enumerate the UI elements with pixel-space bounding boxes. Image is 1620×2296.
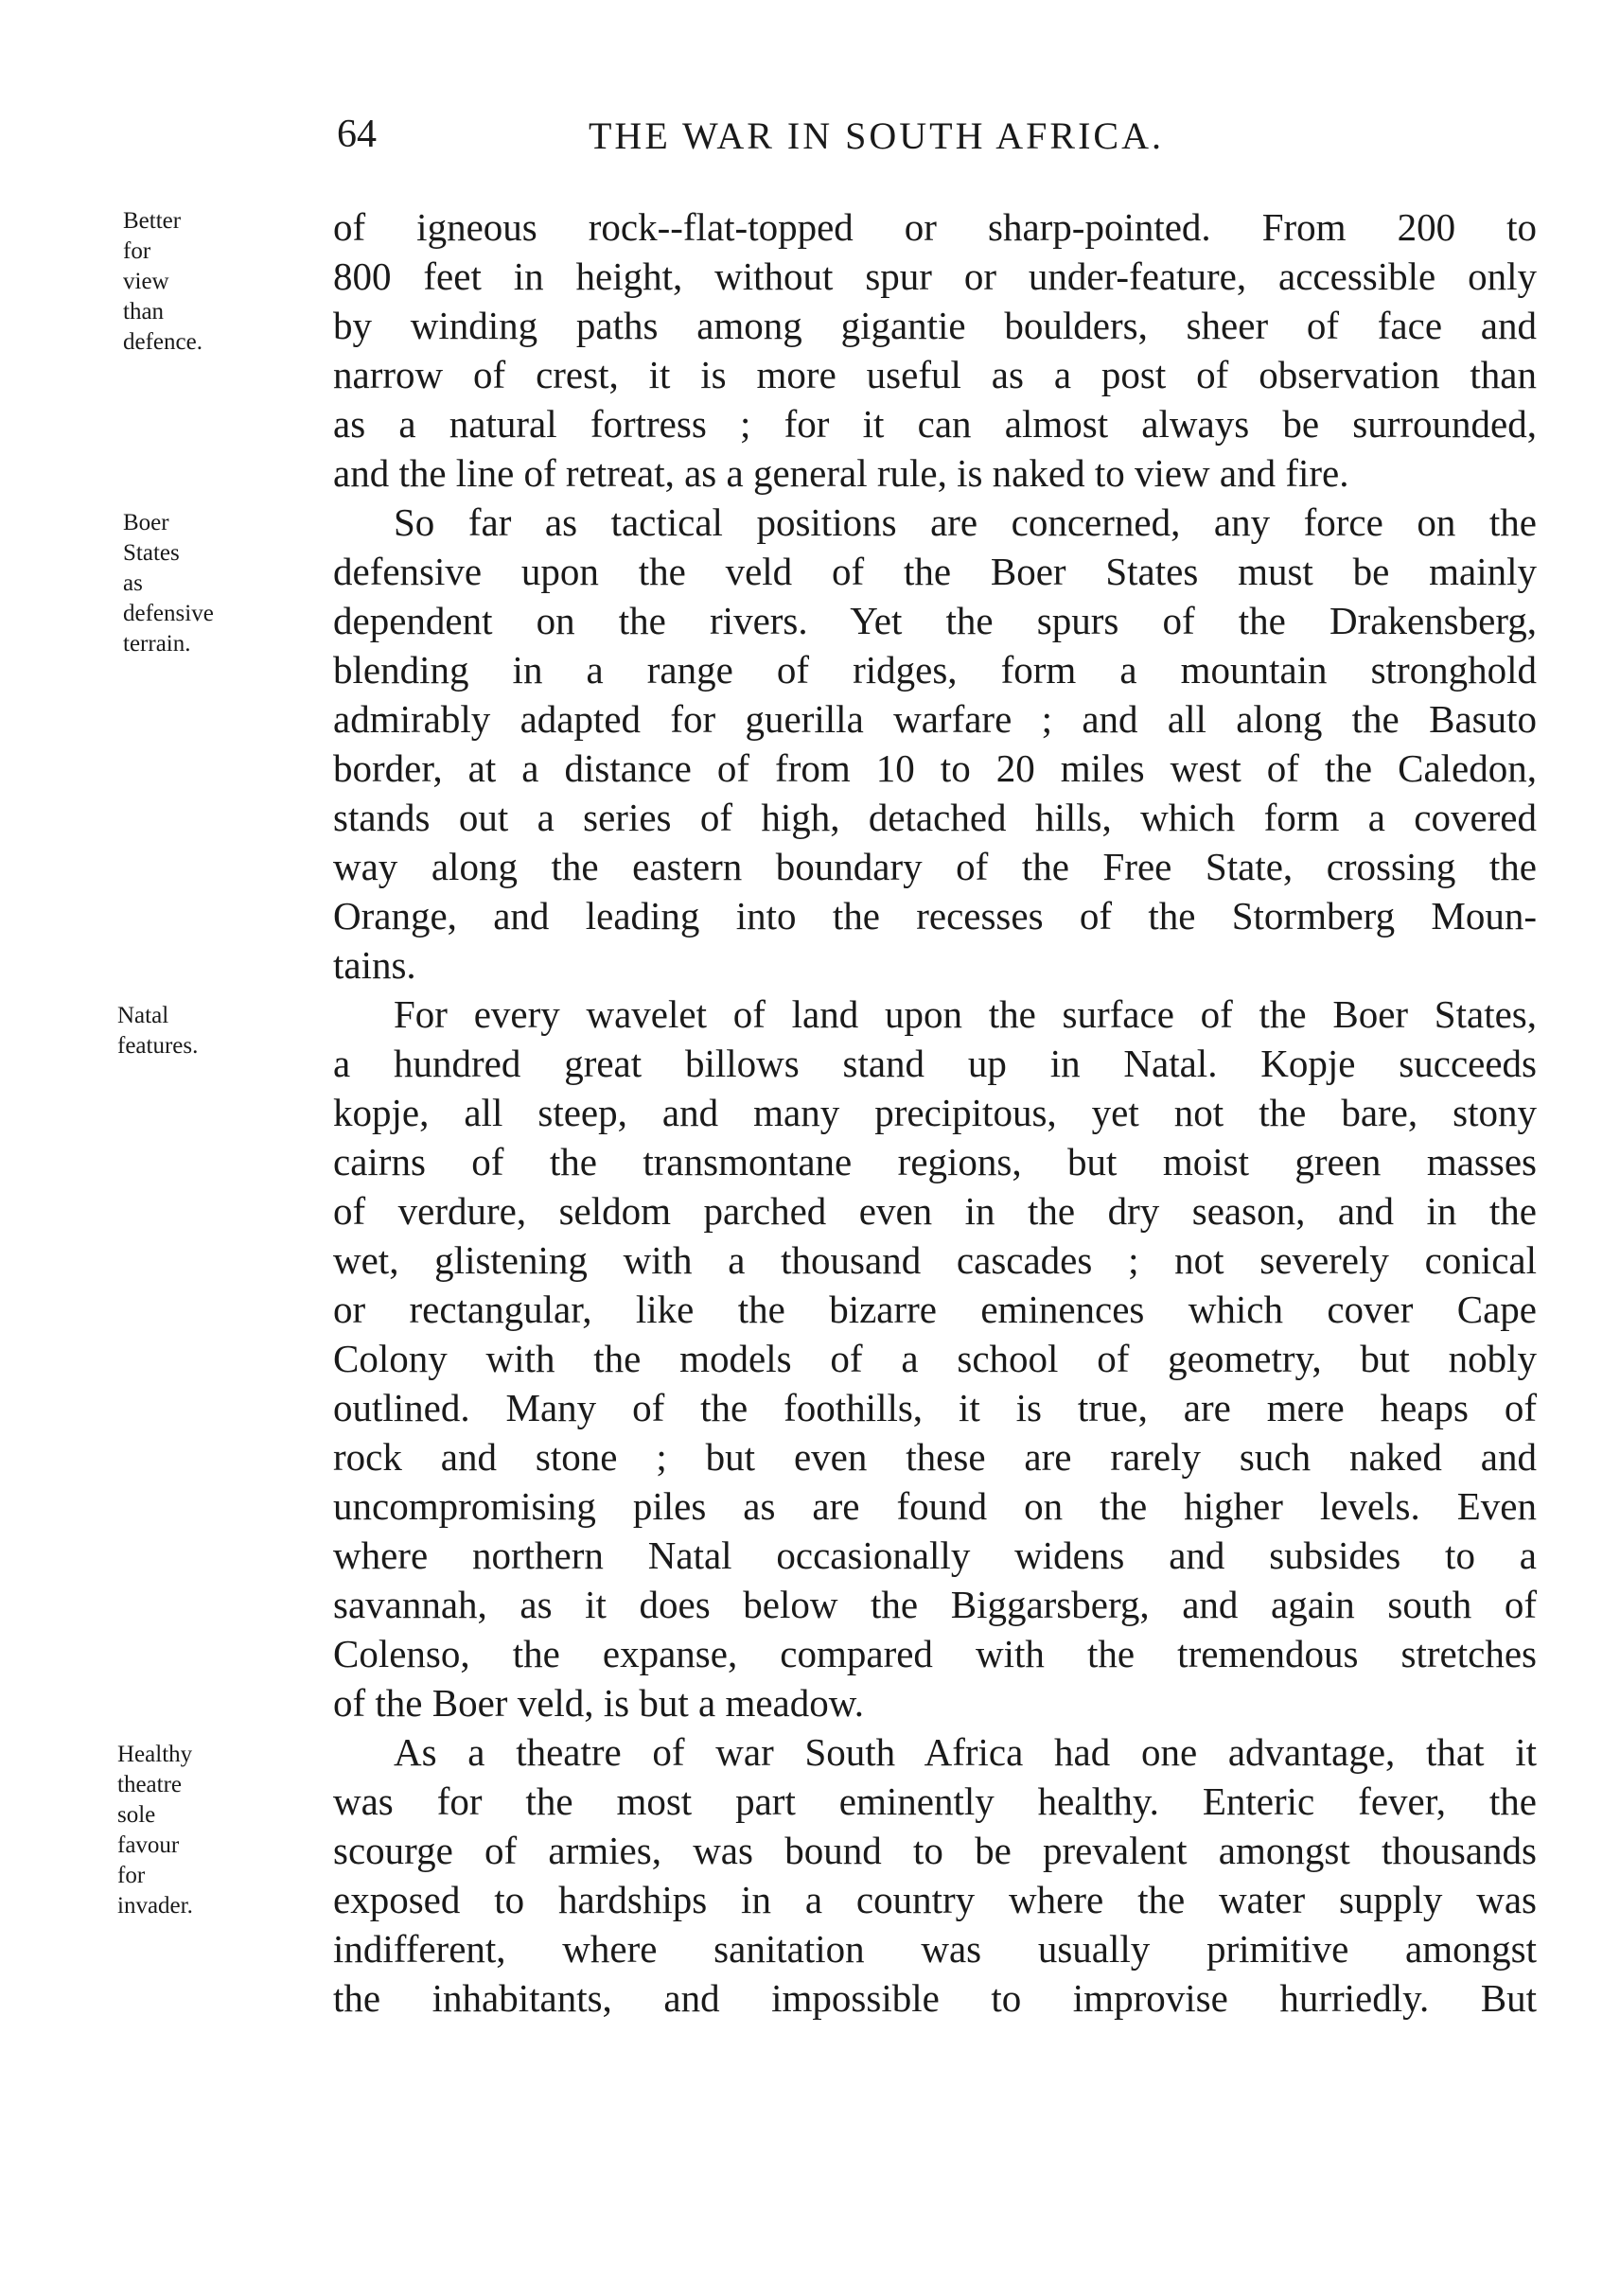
margin-note-line: Healthy	[117, 1742, 193, 1767]
text-line: 800 feet in height, without spur or under-feature, accessible only	[333, 254, 1537, 298]
text-line: wet, glistening with a thousand cascades ; not severely conical	[333, 1238, 1537, 1282]
text-line: So far as tactical positions are concerned, any force on the	[394, 500, 1537, 544]
body-text	[333, 202, 1537, 2023]
margin-note	[117, 1740, 193, 1921]
text-line: tains.	[333, 943, 416, 987]
text-line: Colony with the models of a school of geometry, but nobly	[333, 1337, 1537, 1380]
margin-note-line: States	[123, 540, 180, 566]
margin-note-line: features.	[117, 1033, 199, 1059]
text-line: as a natural fortress ; for it can almost always be surrounded,	[333, 402, 1537, 446]
paragraph	[333, 990, 1537, 1727]
text-line: admirably adapted for guerilla warfare ; and all along the Basuto	[333, 697, 1537, 741]
margin-note-line: than	[123, 299, 165, 324]
text-line: or rectangular, like the bizarre eminences which cover Cape	[333, 1288, 1537, 1331]
text-line: uncompromising piles as are found on the higher levels. Even	[333, 1484, 1537, 1528]
text-line: Orange, and leading into the recesses of the Stormberg Moun-	[333, 894, 1537, 938]
text-line: way along the eastern boundary of the Free State, crossing the	[333, 845, 1537, 888]
margin-note	[123, 206, 202, 358]
text-line: dependent on the rivers. Yet the spurs of the Drakensberg,	[333, 599, 1537, 642]
paragraph	[333, 498, 1537, 990]
text-line: blending in a range of ridges, form a mountain stronghold	[333, 648, 1537, 692]
margin-note-line: view	[123, 269, 169, 294]
margin-note-line: terrain.	[123, 631, 191, 657]
text-line: a hundred great billows stand up in Natal. Kopje succeeds	[333, 1042, 1537, 1085]
margin-note-line: Boer	[123, 510, 169, 535]
text-line: by winding paths among gigantie boulders, sheer of face and	[333, 304, 1537, 347]
paragraph	[333, 1727, 1537, 2023]
text-line: stands out a series of high, detached hills, which form a covered	[333, 796, 1537, 839]
page-number: 64	[337, 113, 377, 156]
margin-note-line: for	[123, 238, 151, 264]
text-line: defensive upon the veld of the Boer States must be mainly	[333, 550, 1537, 593]
text-line: cairns of the transmontane regions, but moist green masses	[333, 1140, 1537, 1183]
text-line: indifferent, where sanitation was usually primitive amongst	[333, 1927, 1537, 1971]
text-line: border, at a distance of from 10 to 20 miles west of the Caledon,	[333, 746, 1537, 790]
margin-note-line: defence.	[123, 329, 202, 355]
text-line: As a theatre of war South Africa had one advantage, that it	[394, 1730, 1537, 1774]
margin-note-line: defensive	[123, 601, 214, 626]
text-line: Colenso, the expanse, compared with the tremendous stretches	[333, 1632, 1537, 1675]
margin-note	[123, 508, 214, 659]
margin-note-line: Better	[123, 208, 182, 234]
text-line: where northern Natal occasionally widens and subsides to a	[333, 1534, 1537, 1577]
text-line: For every wavelet of land upon the surface of the Boer States,	[394, 992, 1537, 1036]
text-line: narrow of crest, it is more useful as a post of observation than	[333, 353, 1537, 396]
text-line: kopje, all steep, and many precipitous, yet not the bare, stony	[333, 1091, 1537, 1134]
text-line: and the line of retreat, as a general rule, is naked to view and fire.	[333, 451, 1349, 495]
margin-note-line: theatre	[117, 1772, 183, 1797]
paragraph	[333, 202, 1537, 498]
text-line: of verdure, seldom parched even in the dry season, and in the	[333, 1189, 1537, 1233]
text-line: exposed to hardships in a country where the water supply was	[333, 1878, 1537, 1921]
text-line: outlined. Many of the foothills, it is true, are mere heaps of	[333, 1386, 1537, 1429]
text-line: the inhabitants, and impossible to improvise hurriedly. But	[333, 1976, 1537, 2020]
text-line: savannah, as it does below the Biggarsberg, and again south of	[333, 1583, 1537, 1626]
text-line: scourge of armies, was bound to be prevalent amongst thousands	[333, 1829, 1537, 1872]
margin-note-line: invader.	[117, 1893, 193, 1919]
margin-note-line: favour	[117, 1832, 180, 1858]
margin-note-line: Natal	[117, 1003, 169, 1028]
text-line: rock and stone ; but even these are rarely such naked and	[333, 1435, 1537, 1479]
running-head: THE WAR IN SOUTH AFRICA.	[589, 114, 1164, 157]
margin-note-line: sole	[117, 1802, 156, 1828]
text-line: of the Boer veld, is but a meadow.	[333, 1681, 864, 1725]
margin-note-line: as	[123, 570, 143, 596]
text-line: of igneous rock--flat-topped or sharp-pointed. From 200 to	[333, 205, 1537, 249]
margin-note	[117, 1001, 198, 1061]
text-line: was for the most part eminently healthy. Enteric fever, the	[333, 1779, 1537, 1823]
margin-note-line: for	[117, 1863, 146, 1888]
